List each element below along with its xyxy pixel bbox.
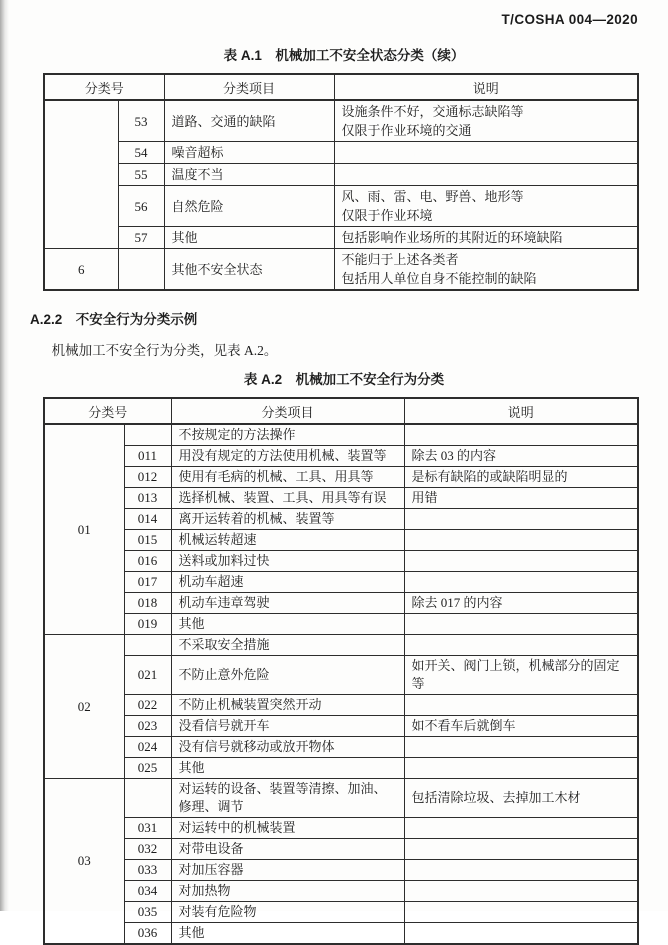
code-cell: 025 bbox=[124, 758, 171, 779]
code-cell: 032 bbox=[124, 839, 171, 860]
item-cell: 其他 bbox=[171, 614, 404, 635]
code-cell: 012 bbox=[124, 467, 171, 488]
item-cell: 不采取安全措施 bbox=[171, 635, 404, 656]
item-cell: 对装有危险物 bbox=[171, 902, 404, 923]
code-cell bbox=[124, 635, 171, 656]
table-a2 bbox=[43, 397, 639, 945]
description-cell: 如开关、阀门上锁，机械部分的固定等 bbox=[404, 656, 638, 695]
description-cell bbox=[404, 614, 638, 635]
table-a2-header-row bbox=[44, 398, 638, 424]
table-row bbox=[44, 530, 638, 551]
item-cell: 温度不当 bbox=[164, 164, 334, 186]
description-cell: 用错 bbox=[404, 488, 638, 509]
description-cell: 除去 03 的内容 bbox=[404, 446, 638, 467]
table-row bbox=[44, 142, 638, 164]
group-code-cell: 03 bbox=[44, 779, 124, 945]
description-cell bbox=[404, 839, 638, 860]
table-row bbox=[44, 695, 638, 716]
table-row bbox=[44, 572, 638, 593]
item-cell: 使用有毛病的机械、工具、用具等 bbox=[171, 467, 404, 488]
column-header-item: 分类项目 bbox=[164, 74, 334, 100]
description-cell: 如不看车后就倒车 bbox=[404, 716, 638, 737]
table-row bbox=[44, 779, 638, 818]
item-cell: 对带电设备 bbox=[171, 839, 404, 860]
description-cell: 除去 017 的内容 bbox=[404, 593, 638, 614]
description-cell: 不能归于上述各类者 包括用人单位自身不能控制的缺陷 bbox=[334, 249, 638, 291]
code-cell bbox=[124, 779, 171, 818]
description-cell: 设施条件不好，交通标志缺陷等 仅限于作业环境的交通 bbox=[334, 100, 638, 142]
item-cell: 其他 bbox=[171, 923, 404, 945]
item-cell: 机动车违章驾驶 bbox=[171, 593, 404, 614]
code-cell: 017 bbox=[124, 572, 171, 593]
description-cell: 包括影响作业场所的其附近的环境缺陷 bbox=[334, 227, 638, 249]
description-cell bbox=[404, 572, 638, 593]
table-row bbox=[44, 488, 638, 509]
item-cell: 其他 bbox=[164, 227, 334, 249]
code-cell: 019 bbox=[124, 614, 171, 635]
item-cell: 不按规定的方法操作 bbox=[171, 424, 404, 446]
group-code-cell bbox=[44, 100, 118, 249]
item-cell: 对加压容器 bbox=[171, 860, 404, 881]
code-cell: 011 bbox=[124, 446, 171, 467]
code-cell: 036 bbox=[124, 923, 171, 945]
description-cell bbox=[404, 881, 638, 902]
section-paragraph: 机械加工不安全行为分类，见表 A.2。 bbox=[51, 343, 278, 358]
code-cell: 016 bbox=[124, 551, 171, 572]
item-cell: 不防止意外危险 bbox=[171, 656, 404, 695]
table-row bbox=[44, 186, 638, 227]
code-cell: 033 bbox=[124, 860, 171, 881]
description-cell bbox=[404, 758, 638, 779]
description-cell: 是标有缺陷的或缺陷明显的 bbox=[404, 467, 638, 488]
table-row bbox=[44, 509, 638, 530]
code-cell: 56 bbox=[118, 186, 164, 227]
column-header-item: 分类项目 bbox=[171, 398, 404, 424]
table-row bbox=[44, 100, 638, 142]
column-header-desc: 说明 bbox=[404, 398, 638, 424]
description-cell bbox=[404, 635, 638, 656]
table-row bbox=[44, 839, 638, 860]
description-cell bbox=[404, 530, 638, 551]
code-cell bbox=[124, 424, 171, 446]
item-cell: 不防止机械装置突然开动 bbox=[171, 695, 404, 716]
group-code-cell: 01 bbox=[44, 424, 124, 635]
code-cell: 022 bbox=[124, 695, 171, 716]
description-cell bbox=[334, 142, 638, 164]
table-row bbox=[44, 818, 638, 839]
table-row bbox=[44, 164, 638, 186]
item-cell: 噪音超标 bbox=[164, 142, 334, 164]
table-a1-body bbox=[44, 100, 638, 290]
table-row bbox=[44, 614, 638, 635]
code-cell: 024 bbox=[124, 737, 171, 758]
code-cell: 035 bbox=[124, 902, 171, 923]
table-row bbox=[44, 758, 638, 779]
table-a1-caption: 表 A.1 机械加工不安全状态分类（续） bbox=[223, 48, 465, 63]
table-row bbox=[44, 446, 638, 467]
table-a2-caption: 表 A.2 机械加工不安全行为分类 bbox=[243, 372, 445, 387]
table-row bbox=[44, 635, 638, 656]
table-a1 bbox=[43, 73, 639, 291]
doc-number: T/COSHA 004—2020 bbox=[501, 12, 638, 27]
table-row bbox=[44, 860, 638, 881]
group-code-cell: 6 bbox=[44, 249, 118, 291]
column-header-desc: 说明 bbox=[334, 74, 638, 100]
code-cell: 54 bbox=[118, 142, 164, 164]
column-header-code: 分类号 bbox=[44, 398, 171, 424]
table-row bbox=[44, 249, 638, 291]
table-a2-body bbox=[44, 424, 638, 944]
code-cell: 53 bbox=[118, 100, 164, 142]
description-cell bbox=[404, 860, 638, 881]
item-cell: 机械运转超速 bbox=[171, 530, 404, 551]
description-cell: 风、雨、雷、电、野兽、地形等 仅限于作业环境 bbox=[334, 186, 638, 227]
item-cell: 用没有规定的方法使用机械、装置等 bbox=[171, 446, 404, 467]
table-row bbox=[44, 902, 638, 923]
description-cell bbox=[404, 509, 638, 530]
item-cell: 选择机械、装置、工具、用具等有误 bbox=[171, 488, 404, 509]
code-cell: 018 bbox=[124, 593, 171, 614]
item-cell: 对加热物 bbox=[171, 881, 404, 902]
code-cell: 014 bbox=[124, 509, 171, 530]
code-cell: 023 bbox=[124, 716, 171, 737]
item-cell: 其他 bbox=[171, 758, 404, 779]
item-cell: 离开运转着的机械、装置等 bbox=[171, 509, 404, 530]
code-cell: 015 bbox=[124, 530, 171, 551]
table-row bbox=[44, 551, 638, 572]
table-row bbox=[44, 593, 638, 614]
code-cell: 013 bbox=[124, 488, 171, 509]
code-cell bbox=[118, 249, 164, 291]
description-cell bbox=[404, 695, 638, 716]
description-cell bbox=[334, 164, 638, 186]
item-cell: 道路、交通的缺陷 bbox=[164, 100, 334, 142]
item-cell: 机动车超速 bbox=[171, 572, 404, 593]
description-cell: 包括清除垃圾、去掉加工木材 bbox=[404, 779, 638, 818]
item-cell: 送料或加料过快 bbox=[171, 551, 404, 572]
scan-edge-shadow bbox=[0, 0, 9, 911]
item-cell: 自然危险 bbox=[164, 186, 334, 227]
table-row bbox=[44, 716, 638, 737]
description-cell bbox=[404, 737, 638, 758]
table-a1-header-row bbox=[44, 74, 638, 100]
description-cell bbox=[404, 923, 638, 945]
item-cell: 对运转的设备、装置等清擦、加油、修理、调节 bbox=[171, 779, 404, 818]
item-cell: 没有信号就移动或放开物体 bbox=[171, 737, 404, 758]
item-cell: 其他不安全状态 bbox=[164, 249, 334, 291]
table-row bbox=[44, 656, 638, 695]
code-cell: 021 bbox=[124, 656, 171, 695]
description-cell bbox=[404, 424, 638, 446]
table-row bbox=[44, 881, 638, 902]
column-header-code: 分类号 bbox=[44, 74, 164, 100]
description-cell bbox=[404, 551, 638, 572]
code-cell: 57 bbox=[118, 227, 164, 249]
description-cell bbox=[404, 902, 638, 923]
table-row bbox=[44, 227, 638, 249]
code-cell: 55 bbox=[118, 164, 164, 186]
description-cell bbox=[404, 818, 638, 839]
item-cell: 没看信号就开车 bbox=[171, 716, 404, 737]
code-cell: 031 bbox=[124, 818, 171, 839]
section-heading: A.2.2 不安全行为分类示例 bbox=[30, 312, 198, 327]
code-cell: 034 bbox=[124, 881, 171, 902]
table-row bbox=[44, 467, 638, 488]
group-code-cell: 02 bbox=[44, 635, 124, 779]
item-cell: 对运转中的机械装置 bbox=[171, 818, 404, 839]
table-row bbox=[44, 923, 638, 945]
table-row bbox=[44, 424, 638, 446]
table-row bbox=[44, 737, 638, 758]
